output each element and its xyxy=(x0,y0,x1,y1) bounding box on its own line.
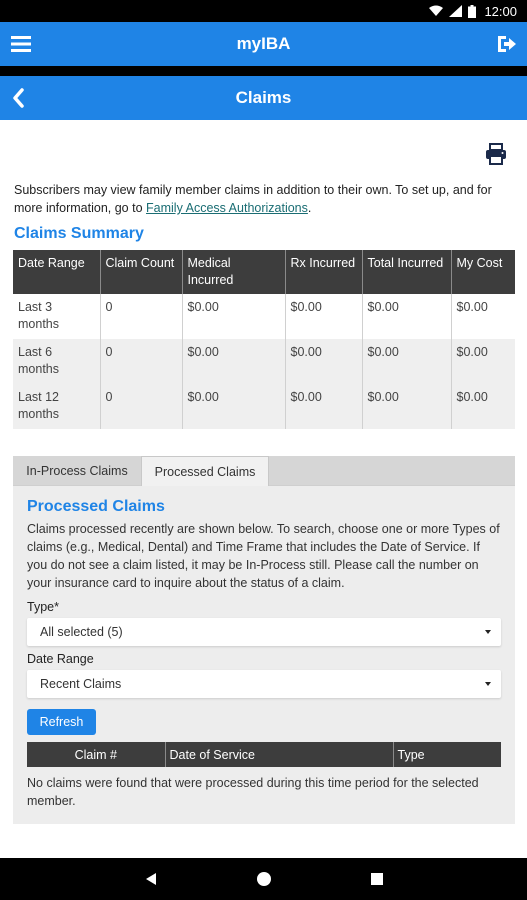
tab-processed-claims[interactable]: Processed Claims xyxy=(141,456,269,487)
processed-claims-panel xyxy=(13,486,515,824)
table-cell: $0.00 xyxy=(285,294,362,339)
intro-text xyxy=(14,181,514,217)
date-range-label: Date Range xyxy=(27,652,94,666)
nav-home-icon[interactable] xyxy=(256,871,272,887)
table-cell: Last 12 months xyxy=(13,384,100,429)
app-title: myIBA xyxy=(236,34,291,53)
status-time: 12:00 xyxy=(484,3,517,19)
nav-back-icon[interactable] xyxy=(143,871,159,887)
no-claims-message: No claims were found that were processed during this time period for the selected member. xyxy=(27,776,479,808)
type-select-value: All selected (5) xyxy=(40,625,123,639)
table-cell: $0.00 xyxy=(182,384,285,429)
table-cell: $0.00 xyxy=(362,294,451,339)
summary-header-row xyxy=(13,250,515,294)
table-cell: 0 xyxy=(100,294,182,339)
family-access-link[interactable]: Family Access Authorizations xyxy=(146,201,308,215)
table-cell: $0.00 xyxy=(362,384,451,429)
table-cell: Last 6 months xyxy=(13,339,100,384)
table-cell: $0.00 xyxy=(285,384,362,429)
processed-claims-table xyxy=(27,742,501,767)
table-cell: $0.00 xyxy=(362,339,451,384)
summary-header-cell: Rx Incurred xyxy=(285,250,362,294)
table-cell: $0.00 xyxy=(182,294,285,339)
processed-claims-title: Processed Claims xyxy=(27,498,165,515)
table-row xyxy=(13,339,515,384)
battery-icon xyxy=(468,5,476,18)
wifi-icon xyxy=(429,5,443,17)
table-cell: $0.00 xyxy=(285,339,362,384)
processed-claims-description: Claims processed recently are shown below. To search, choose one or more Types of claims (e.g., Medical, Dental) and Time Frame that includes the Date of Service. If you do not see a claim listed, it may be In-Process still. Please call the number on your insurance card to inquire about the status of a claim. xyxy=(27,522,500,590)
table-row xyxy=(13,384,515,429)
refresh-button[interactable]: Refresh xyxy=(27,709,96,735)
claims-header-cell[interactable]: Type xyxy=(393,742,501,767)
table-cell: 0 xyxy=(100,384,182,429)
type-label: Type* xyxy=(27,600,59,614)
signal-icon xyxy=(449,5,462,17)
table-cell: $0.00 xyxy=(451,294,515,339)
table-row xyxy=(13,294,515,339)
nav-recents-icon[interactable] xyxy=(369,871,385,887)
intro-body: Subscribers may view family member claims in addition to their own. To set up, and for more information, go to xyxy=(14,183,492,215)
header-divider xyxy=(0,66,527,76)
summary-header-cell: Claim Count xyxy=(100,250,182,294)
hamburger-menu-icon[interactable] xyxy=(10,33,32,55)
summary-header-cell: Date Range xyxy=(13,250,100,294)
summary-header-cell: Medical Incurred xyxy=(182,250,285,294)
date-range-select[interactable] xyxy=(27,670,501,698)
table-cell: 0 xyxy=(100,339,182,384)
claims-summary-title: Claims Summary xyxy=(14,225,144,242)
system-nav-bar xyxy=(0,858,527,900)
claims-header-row xyxy=(27,742,501,767)
back-chevron-icon[interactable] xyxy=(10,87,26,109)
tab-in-process-claims[interactable]: In-Process Claims xyxy=(26,464,128,478)
status-bar xyxy=(0,0,527,22)
claims-header-cell[interactable]: Claim # xyxy=(27,742,165,767)
summary-header-cell: My Cost xyxy=(451,250,515,294)
table-cell: Last 3 months xyxy=(13,294,100,339)
claims-summary-table xyxy=(13,250,515,429)
app-bar xyxy=(0,22,527,66)
intro-period: . xyxy=(307,201,312,215)
page-header xyxy=(0,76,527,120)
table-cell: $0.00 xyxy=(451,384,515,429)
date-range-select-value: Recent Claims xyxy=(40,677,122,691)
chevron-down-icon xyxy=(485,682,491,686)
logout-icon[interactable] xyxy=(495,33,517,55)
claims-header-cell[interactable]: Date of Service xyxy=(165,742,393,767)
summary-header-cell: Total Incurred xyxy=(362,250,451,294)
table-cell: $0.00 xyxy=(451,339,515,384)
page-title: Claims xyxy=(235,88,292,107)
claims-tabs xyxy=(13,456,515,486)
chevron-down-icon xyxy=(485,630,491,634)
type-select[interactable] xyxy=(27,618,501,646)
printer-icon[interactable] xyxy=(485,143,507,165)
table-cell: $0.00 xyxy=(182,339,285,384)
